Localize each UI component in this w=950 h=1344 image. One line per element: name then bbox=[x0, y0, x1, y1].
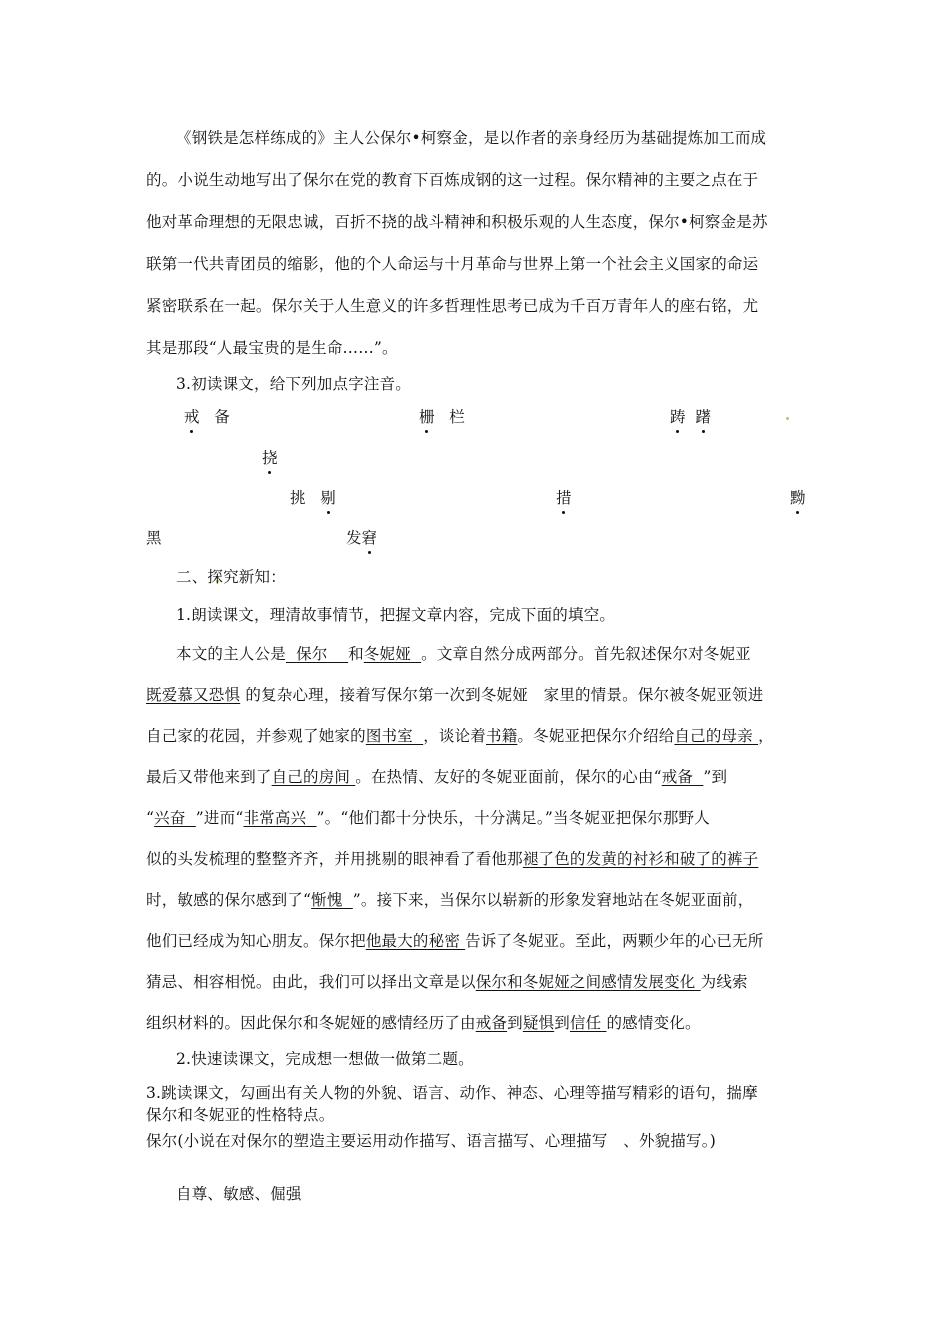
intro-line-6: 其是那段“人最宝贵的是生命……”。 bbox=[146, 339, 398, 357]
answer-blank bbox=[243, 809, 316, 827]
text: ，谈论着 bbox=[423, 727, 486, 745]
para-line-1 bbox=[176, 642, 846, 664]
character-traits: 自尊、敏感、倔强 bbox=[176, 1185, 302, 1203]
text: 。文章自然分成两部分。首先叙述保尔对冬妮亚 bbox=[421, 645, 751, 663]
text: ”进而“ bbox=[195, 809, 244, 827]
answer: 他最大的秘密 bbox=[365, 932, 461, 950]
para-line-3 bbox=[146, 724, 816, 746]
answer-blank bbox=[146, 686, 240, 704]
answer: 戒备 bbox=[475, 1014, 508, 1032]
answer-blank bbox=[364, 645, 421, 663]
dotted-char: 踌 bbox=[670, 405, 686, 427]
word-fajiong bbox=[346, 526, 377, 548]
answer: 保尔和冬妮娅之间感情发展变化 bbox=[475, 973, 696, 991]
word-tiaoti bbox=[290, 486, 336, 508]
intro-line-2: 的。小说生动地写出了保尔在党的教育下百炼成钢的这一过程。保尔精神的主要之点在于 bbox=[146, 171, 759, 189]
answer: 非常高兴 bbox=[243, 809, 307, 827]
para-line-5 bbox=[146, 806, 816, 828]
question-2: 2.快速读课文，完成想一想做一做第二题。 bbox=[176, 1050, 474, 1068]
dotted-char: 戒 bbox=[184, 405, 200, 427]
answer-blank bbox=[476, 1014, 507, 1032]
answer: 冬妮娅 bbox=[363, 645, 411, 663]
para-line-10 bbox=[146, 1011, 816, 1033]
answer-blank bbox=[272, 768, 356, 786]
dotted-char: 剔 bbox=[320, 486, 336, 508]
section-2-title: 二、探究新知： bbox=[176, 568, 286, 586]
text: ”到 bbox=[703, 768, 728, 786]
dotted-char: 躇 bbox=[695, 405, 711, 427]
answer: 书籍 bbox=[486, 727, 518, 745]
text: “ bbox=[146, 809, 155, 827]
text: 到 bbox=[507, 1014, 523, 1032]
word-you bbox=[790, 486, 806, 508]
text: 最后又带他来到了 bbox=[146, 768, 272, 786]
para-line-9 bbox=[146, 970, 816, 992]
para-line-8 bbox=[146, 929, 816, 951]
text: 的复杂心理，接着写保尔第一次到冬妮娅 家里的情景。保尔被冬妮亚领进 bbox=[245, 686, 764, 704]
text: 的感情变化。 bbox=[606, 1014, 701, 1032]
dotted-char: 栅 bbox=[419, 405, 435, 427]
dotted-char: 窘 bbox=[362, 526, 378, 548]
text: 和 bbox=[348, 645, 364, 663]
answer-blank bbox=[366, 932, 465, 950]
text: 自己家的花园，并参观了她家的 bbox=[146, 727, 366, 745]
plain-char: 发 bbox=[346, 529, 362, 547]
answer: 图书室 bbox=[365, 727, 413, 745]
text: ， bbox=[758, 727, 774, 745]
intro-line-3: 他对革命理想的无限忠诚，百折不挠的战斗精神和积极乐观的人生态度，保尔•柯察金是苏 bbox=[146, 213, 768, 231]
answer-blank bbox=[366, 727, 423, 745]
text: 似的头发梳理的整整齐齐，并用挑剔的眼神看了看他那 bbox=[146, 850, 523, 868]
dotted-char: 黝 bbox=[790, 486, 806, 508]
word-cuo bbox=[556, 486, 572, 508]
answer: 疑惧 bbox=[522, 1014, 555, 1032]
text: 本文的主人公是 bbox=[176, 645, 286, 663]
answer: 信任 bbox=[569, 1014, 602, 1032]
answer: 保尔 bbox=[296, 645, 328, 663]
plain-char: 挑 bbox=[290, 489, 306, 507]
para-line-6 bbox=[146, 847, 816, 869]
intro-line-1: 《钢铁是怎样练成的》主人公保尔•柯察金，是以作者的亲身经历为基础提炼加工而成 bbox=[176, 129, 767, 147]
answer: 惭愧 bbox=[311, 891, 343, 909]
plain-char: 备 bbox=[214, 408, 230, 426]
marker-dot bbox=[786, 417, 789, 420]
word-jiebei bbox=[184, 405, 230, 427]
answer-blank bbox=[286, 645, 348, 663]
question-3b-line-2: 保尔和冬妮亚的性格特点。 bbox=[146, 1106, 335, 1124]
answer-blank bbox=[570, 1014, 607, 1032]
text: ”。接下来，当保尔以崭新的形象发窘地站在冬妮亚面前， bbox=[352, 891, 754, 909]
text: 。冬妮亚把保尔介绍给 bbox=[517, 727, 675, 745]
word-nao bbox=[262, 446, 278, 468]
para-line-2 bbox=[146, 683, 816, 705]
text: 时，敏感的保尔感到了“ bbox=[146, 891, 312, 909]
text: ”。“他们都十分快乐，十分满足。”当冬妮亚把保尔那野人 bbox=[316, 809, 710, 827]
answer-blank bbox=[154, 809, 196, 827]
answer-blank bbox=[662, 768, 704, 786]
question-3-title: 3.初读课文，给下列加点字注音。 bbox=[176, 375, 411, 393]
text: 为线索 bbox=[700, 973, 748, 991]
answer: 既爱慕又恐惧 bbox=[146, 686, 241, 704]
answer-blank bbox=[674, 727, 758, 745]
text: 他们已经成为知心朋友。保尔把 bbox=[146, 932, 366, 950]
word-hei: 黑 bbox=[146, 529, 162, 547]
answer: 戒备 bbox=[661, 768, 694, 786]
section-2-question-1: 1.朗读课文，理清故事情节，把握文章内容，完成下面的填空。 bbox=[176, 606, 616, 624]
text: 。在热情、友好的冬妮亚面前，保尔的心由“ bbox=[355, 768, 662, 786]
question-3b-line-3: 保尔(小说在对保尔的塑造主要运用动作描写、语言描写、心理描写 、外貌描写。) bbox=[146, 1132, 716, 1150]
answer-blank bbox=[311, 891, 353, 909]
answer: 自己的母亲 bbox=[674, 727, 753, 745]
text: 到 bbox=[554, 1014, 570, 1032]
para-line-7 bbox=[146, 888, 816, 910]
text: 组织材料的。因此保尔和冬妮娅的感情经历了由 bbox=[146, 1014, 476, 1032]
intro-line-5: 紧密联系在一起。保尔关于人生意义的许多哲理性思考已成为千百万青年人的座右铭，尤 bbox=[146, 297, 759, 315]
answer: 褪了色的发黄的衬衫和破了的裤子 bbox=[522, 850, 759, 868]
word-chouchu bbox=[670, 405, 711, 427]
answer-blank bbox=[523, 1014, 554, 1032]
plain-char: 栏 bbox=[449, 408, 465, 426]
dotted-char: 挠 bbox=[262, 446, 278, 468]
intro-line-4: 联第一代共青团员的缩影，他的个人命运与十月革命与世界上第一个社会主义国家的命运 bbox=[146, 255, 759, 273]
dotted-char: 措 bbox=[556, 486, 572, 508]
answer: 兴奋 bbox=[154, 809, 186, 827]
answer-blank bbox=[476, 973, 701, 991]
word-zhalan bbox=[419, 405, 465, 427]
answer-blank bbox=[523, 850, 759, 868]
answer: 自己的房间 bbox=[271, 768, 351, 786]
answer-blank bbox=[486, 727, 517, 745]
text: 告诉了冬妮亚。至此，两颗少年的心已无所 bbox=[465, 932, 764, 950]
para-line-4 bbox=[146, 765, 816, 787]
question-3b-line-1: 3.跳读课文，勾画出有关人物的外貌、语言、动作、神态、心理等描写精彩的语句，揣摩 bbox=[146, 1084, 758, 1102]
text: 猜忌、相容相悦。由此，我们可以择出文章是以 bbox=[146, 973, 476, 991]
